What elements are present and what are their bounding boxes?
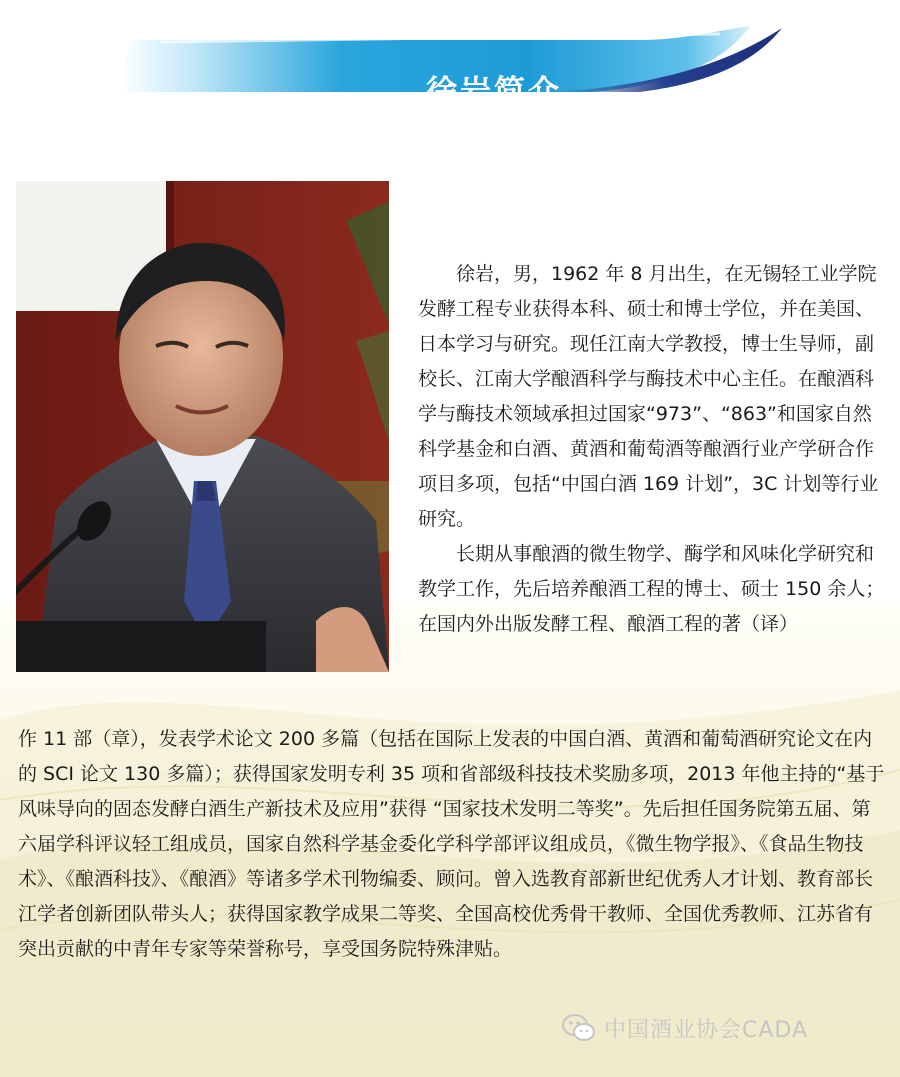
- watermark-text: 中国酒业协会CADA: [604, 1017, 809, 1043]
- page-title: 徐岩简介: [426, 74, 562, 110]
- wechat-icon: [562, 1013, 596, 1043]
- portrait-photo: [16, 181, 389, 672]
- watermark: [562, 1010, 808, 1046]
- bio-paragraph-2-continued: 作 11 部（章），发表学术论文 200 多篇（包括在国际上发表的中国白酒、黄酒和葡萄酒研究论文在内的 SCI 论文 130 多篇）；获得国家发明专利 35 项和省部级科技技术奖励多项，2013 年他主持的“基于风味导向的固态发酵白酒生产新技术及应用”获得 “国家技术发明二等奖”。先后担任国务院第五届、第六届学科评议轻工组成员，国家自然科学基金委化学科学部评议组成员，《微生物学报》、《食品生物技术》、《酿酒科技》、《酿酒》等诸多学术刊物编委、顾问。曾入选教育部新世纪优秀人才计划、教育部长江学者创新团队带头人；获得国家教学成果二等奖、全国高校优秀骨干教师、全国优秀教师、江苏省有突出贡献的中青年专家等荣誉称号，享受国务院特殊津贴。: [18, 728, 885, 960]
- bio-full-width-text: [18, 722, 888, 967]
- title-banner: [120, 26, 782, 110]
- bio-paragraph-2-start: 长期从事酿酒的微生物学、酶学和风味化学研究和教学工作，先后培养酿酒工程的博士、硕士 150 余人；在国内外出版发酵工程、酿酒工程的著（译）: [418, 543, 885, 635]
- bio-wrapped-text: [418, 257, 886, 642]
- bio-paragraph-1: 徐岩，男，1962 年 8 月出生，在无锡轻工业学院发酵工程专业获得本科、硕士和博士学位，并在美国、日本学习与研究。现任江南大学教授，博士生导师，副校长、江南大学酿酒科学与酶技术中心主任。在酿酒科学与酶技术领域承担过国家“973”、“863”和国家自然科学基金和白酒、黄酒和葡萄酒等酿酒行业产学研合作项目多项，包括“中国白酒 169 计划”，3C 计划等行业研究。: [418, 263, 879, 530]
